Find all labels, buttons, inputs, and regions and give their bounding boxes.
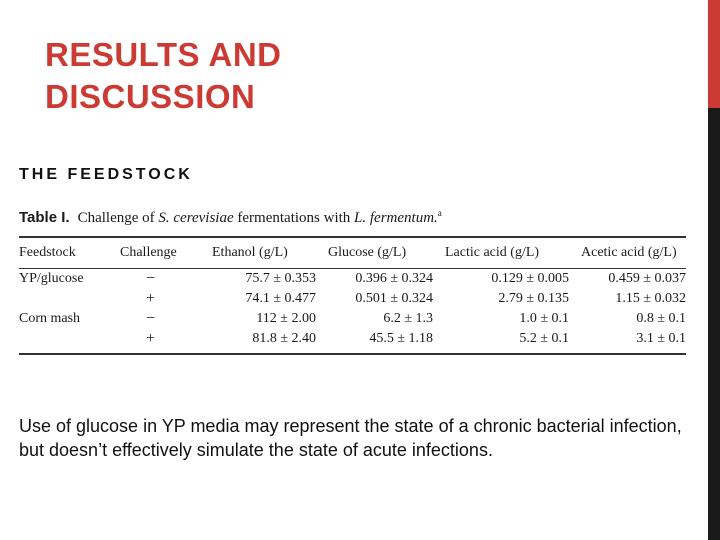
caption-organism-1: S. cerevisiae <box>158 210 234 226</box>
table-header-row <box>19 238 686 268</box>
header-glucose: Glucose (g/L) <box>328 245 407 260</box>
cell-feedstock: Corn mash <box>19 311 81 326</box>
cell-challenge: + <box>146 330 156 347</box>
accent-bar-dark <box>708 108 720 540</box>
cell-challenge: − <box>146 270 156 287</box>
cell-acetic-acid: 3.1 ± 0.1 <box>636 331 686 346</box>
slide-title: RESULTS AND DISCUSSION <box>45 36 282 115</box>
cell-feedstock: YP/glucose <box>19 271 84 286</box>
table-label: Table I. <box>19 209 70 226</box>
cell-acetic-acid: 1.15 ± 0.032 <box>615 291 686 306</box>
header-lactic-acid: Lactic acid (g/L) <box>445 245 540 260</box>
results-table <box>19 238 686 268</box>
results-table-figure <box>19 203 686 355</box>
slide-subtitle: THE FEEDSTOCK <box>19 166 193 183</box>
table-row <box>19 329 686 349</box>
accent-bar-red <box>708 0 720 108</box>
cell-glucose: 0.501 ± 0.324 <box>355 291 433 306</box>
table-row <box>19 269 686 289</box>
caption-organism-2: L. fermentum. <box>354 210 438 226</box>
cell-lactic-acid: 1.0 ± 0.1 <box>519 311 569 326</box>
cell-lactic-acid: 0.129 ± 0.005 <box>491 271 569 286</box>
slide-body-text: Use of glucose in YP media may represent the state of a chronic bacterial infection, but doesn’t effectively simulate the state of acute infections. <box>19 416 682 460</box>
cell-glucose: 6.2 ± 1.3 <box>383 311 433 326</box>
header-acetic-acid: Acetic acid (g/L) <box>581 245 677 260</box>
cell-glucose: 45.5 ± 1.18 <box>369 331 433 346</box>
caption-footnote-mark: a <box>437 208 442 218</box>
table-row <box>19 309 686 329</box>
table-caption <box>19 203 686 228</box>
cell-glucose: 0.396 ± 0.324 <box>355 271 433 286</box>
caption-text-1: Challenge of <box>77 210 159 226</box>
caption-text-2: fermentations with <box>233 210 355 226</box>
cell-ethanol: 75.7 ± 0.353 <box>245 271 316 286</box>
cell-feedstock <box>19 289 120 309</box>
cell-challenge: − <box>146 310 156 327</box>
header-challenge: Challenge <box>120 245 177 260</box>
cell-acetic-acid: 0.459 ± 0.037 <box>608 271 686 286</box>
cell-lactic-acid: 2.79 ± 0.135 <box>498 291 569 306</box>
table-row <box>19 289 686 309</box>
cell-lactic-acid: 5.2 ± 0.1 <box>519 331 569 346</box>
cell-ethanol: 81.8 ± 2.40 <box>252 331 316 346</box>
cell-feedstock <box>19 329 120 349</box>
cell-ethanol: 74.1 ± 0.477 <box>245 291 316 306</box>
header-feedstock: Feedstock <box>19 245 76 260</box>
table-rule-bottom <box>19 353 686 355</box>
header-ethanol: Ethanol (g/L) <box>212 245 288 260</box>
results-table-body <box>19 269 686 349</box>
cell-challenge: + <box>146 290 156 307</box>
cell-acetic-acid: 0.8 ± 0.1 <box>636 311 686 326</box>
cell-ethanol: 112 ± 2.00 <box>256 311 316 326</box>
